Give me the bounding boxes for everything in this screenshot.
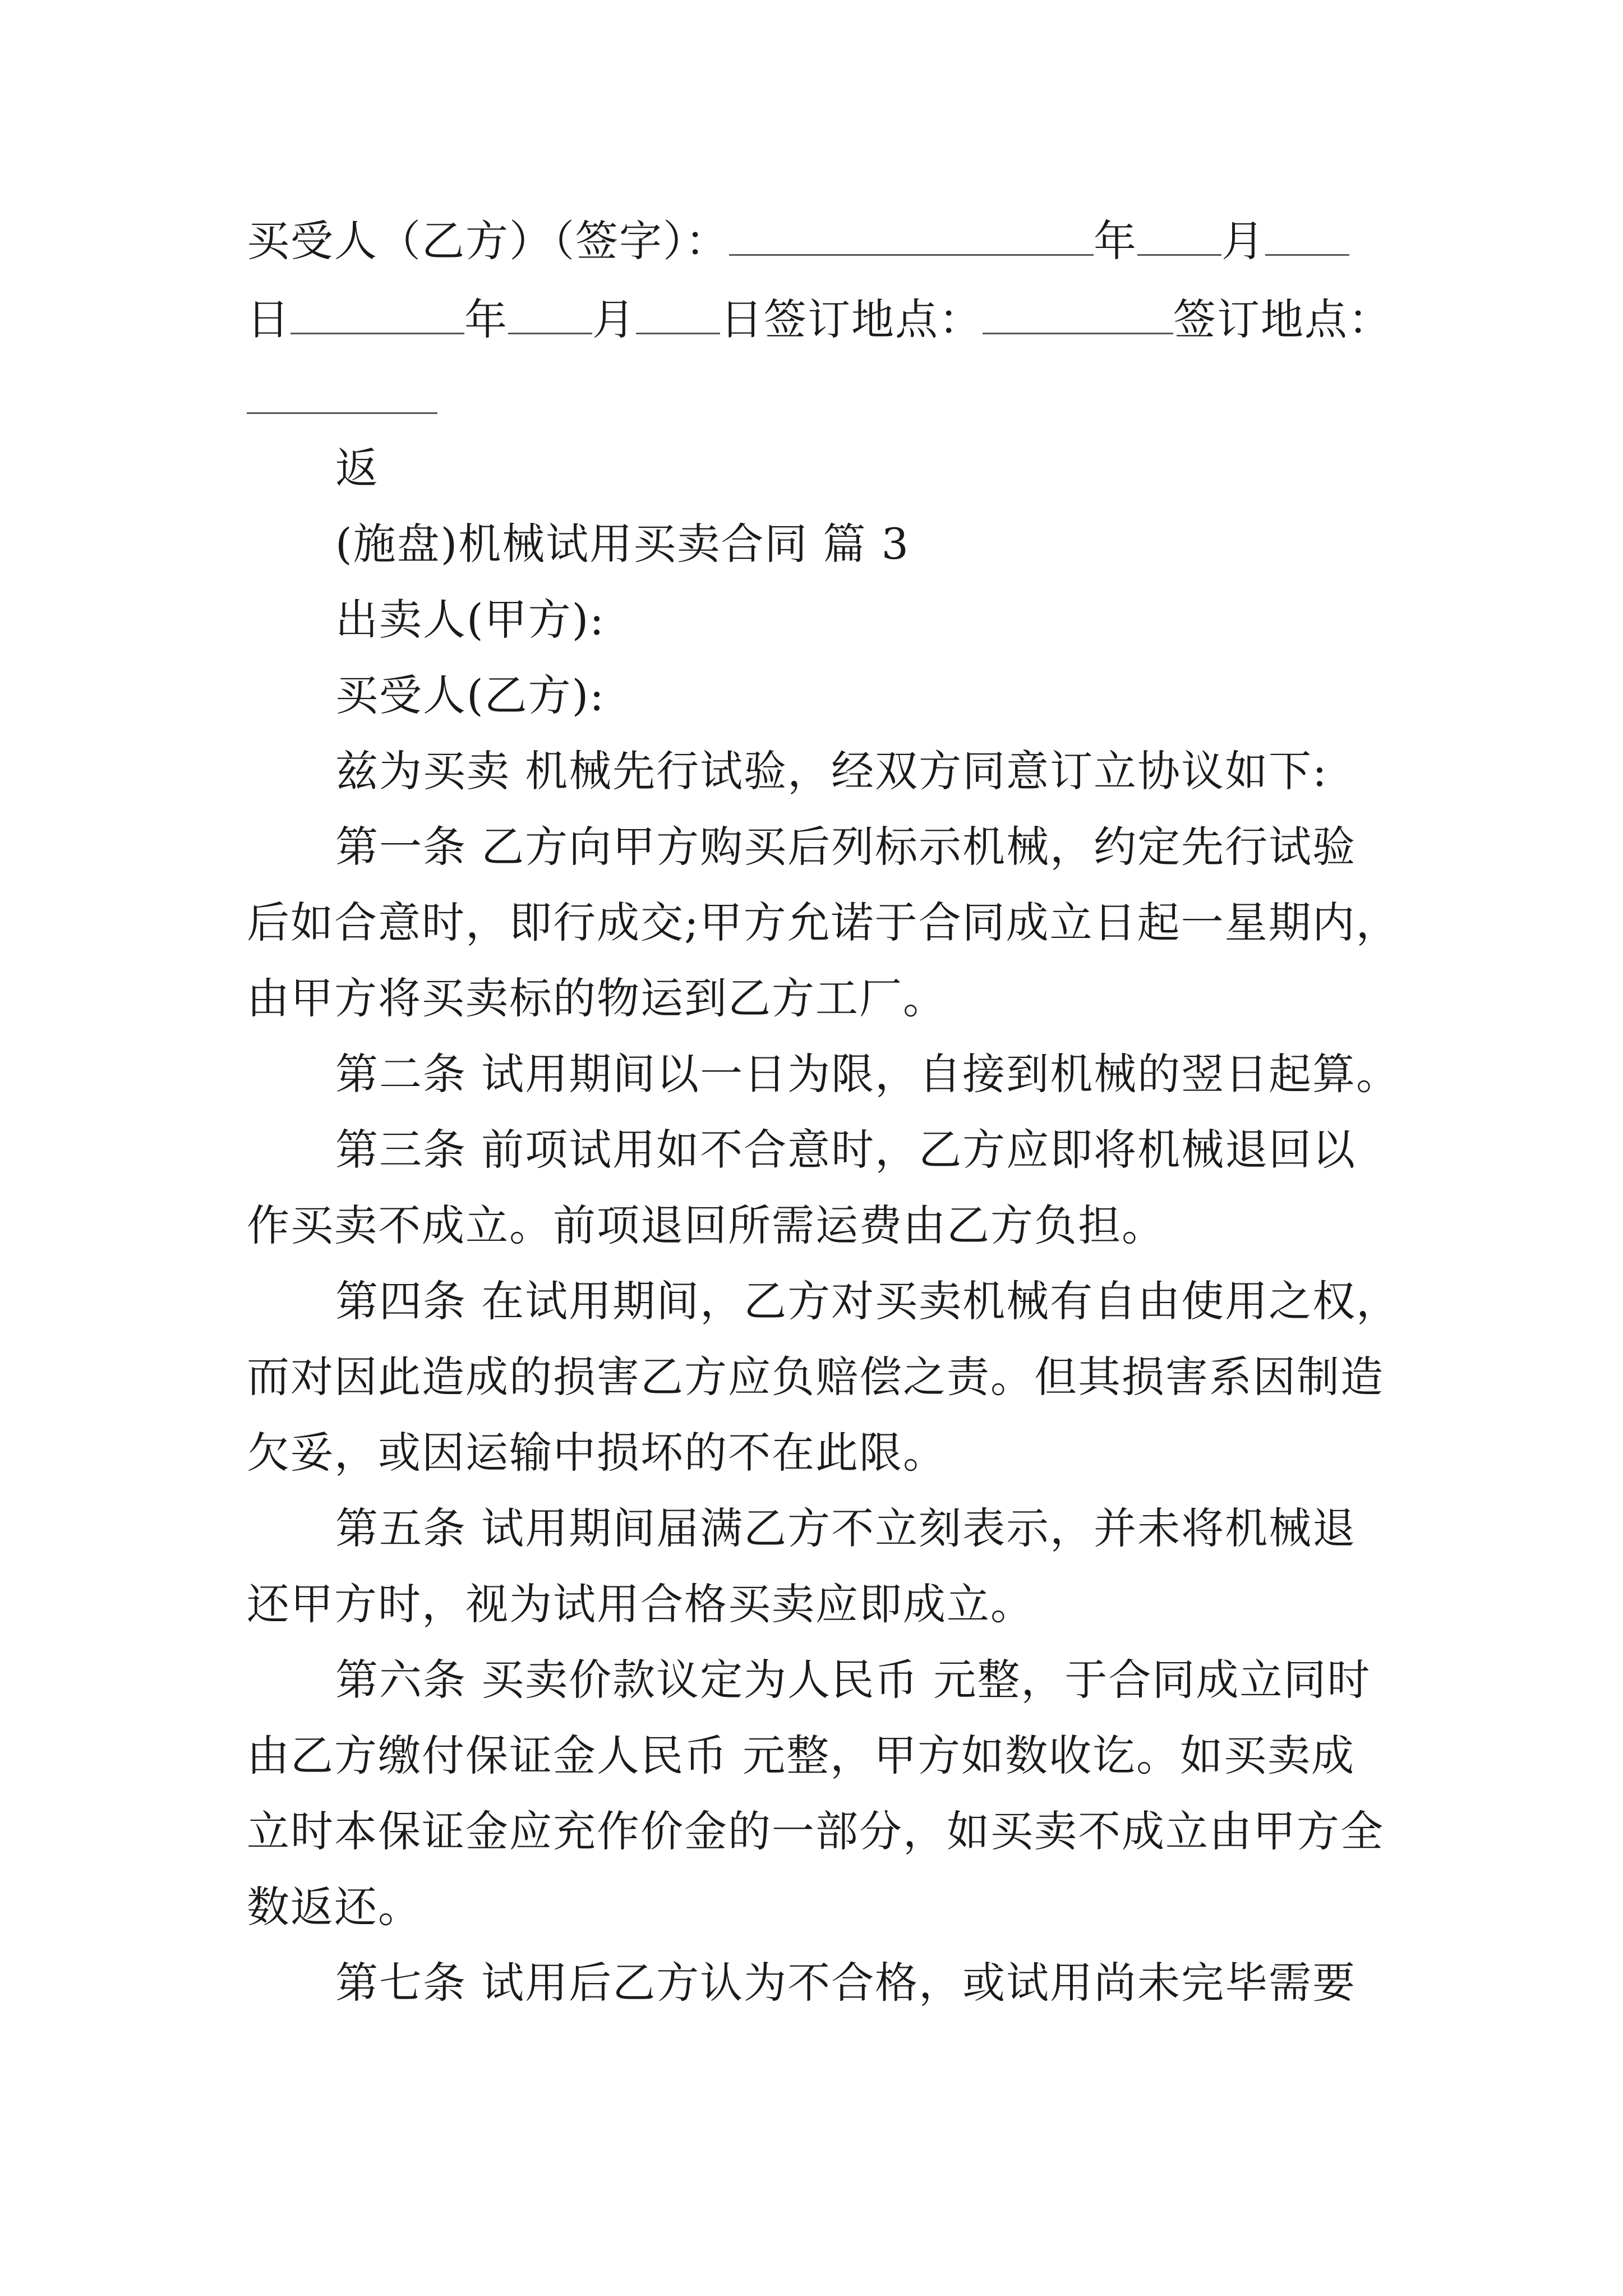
place-blank-2 xyxy=(247,373,437,414)
body-line-9: 欠妥，或因运输中损坏的不在此限。 xyxy=(247,1428,947,1478)
month-label: 月 xyxy=(1221,216,1265,266)
day-label: 日 xyxy=(247,295,291,344)
body-line-14: 立时本保证金应充作价金的一部分，如买卖不成立由甲方全 xyxy=(247,1806,1384,1856)
signed-place-label: 签订地点： xyxy=(1173,295,1392,344)
date-blank-1 xyxy=(291,293,464,334)
day-blank-trailing xyxy=(1265,215,1349,256)
signature-line-2 xyxy=(247,292,1392,348)
date-blank-2 xyxy=(508,293,592,334)
body-line-6: 作买卖不成立。前项退回所需运费由乙方负担。 xyxy=(247,1200,1165,1250)
body-line-8: 而对因此造成的损害乙方应负赔偿之责。但其损害系因制造 xyxy=(247,1352,1384,1402)
body-line-10: 第五条 试用期间届满乙方不立刻表示，并未将机械退 xyxy=(335,1503,1357,1553)
body-line-7: 第四条 在试用期间，乙方对买卖机械有自由使用之权， xyxy=(335,1276,1400,1326)
signature-line-1 xyxy=(247,213,1349,269)
year-label: 年 xyxy=(1094,216,1137,266)
year-label-2: 年 xyxy=(464,295,508,344)
fragment-text: 返 xyxy=(335,443,379,493)
body-line-16: 第七条 试用后乙方认为不合格，或试用尚未完毕需要 xyxy=(335,1958,1357,2008)
body-line-3: 由甲方将买卖标的物运到乙方工厂。 xyxy=(247,973,947,1023)
body-line-5: 第三条 前项试用如不合意时，乙方应即将机械退回以 xyxy=(335,1125,1357,1175)
date-blank-3 xyxy=(636,293,720,334)
place-blank-1 xyxy=(983,293,1173,334)
day-signed-place-label: 日签订地点： xyxy=(720,295,983,344)
month-blank-before xyxy=(1137,215,1221,256)
buyer-signature-label: 买受人（乙方）（签字）： xyxy=(247,216,729,266)
month-label-2: 月 xyxy=(592,295,636,344)
intro-line: 兹为买卖 机械先行试验，经双方同意订立协议如下: xyxy=(335,746,1328,796)
signature-blank xyxy=(729,215,1094,256)
buyer-line: 买受人(乙方): xyxy=(335,670,605,720)
body-line-1: 第一条 乙方向甲方购买后列标示机械，约定先行试验 xyxy=(335,822,1357,872)
body-line-4: 第二条 试用期间以一日为限，自接到机械的翌日起算。 xyxy=(335,1049,1400,1099)
body-line-2: 后如合意时，即行成交;甲方允诺于合同成立日起一星期内， xyxy=(247,898,1400,947)
seller-line: 出卖人(甲方): xyxy=(335,595,605,645)
body-line-13: 由乙方缴付保证金人民币 元整，甲方如数收讫。如买卖成 xyxy=(247,1731,1355,1780)
body-line-12: 第六条 买卖价款议定为人民币 元整，于合同成立同时 xyxy=(335,1655,1371,1705)
body-line-11: 还甲方时，视为试用合格买卖应即成立。 xyxy=(247,1579,1034,1629)
section-title: (施盘)机械试用买卖合同 篇 3 xyxy=(335,519,910,569)
body-line-15: 数返还。 xyxy=(247,1882,422,1932)
